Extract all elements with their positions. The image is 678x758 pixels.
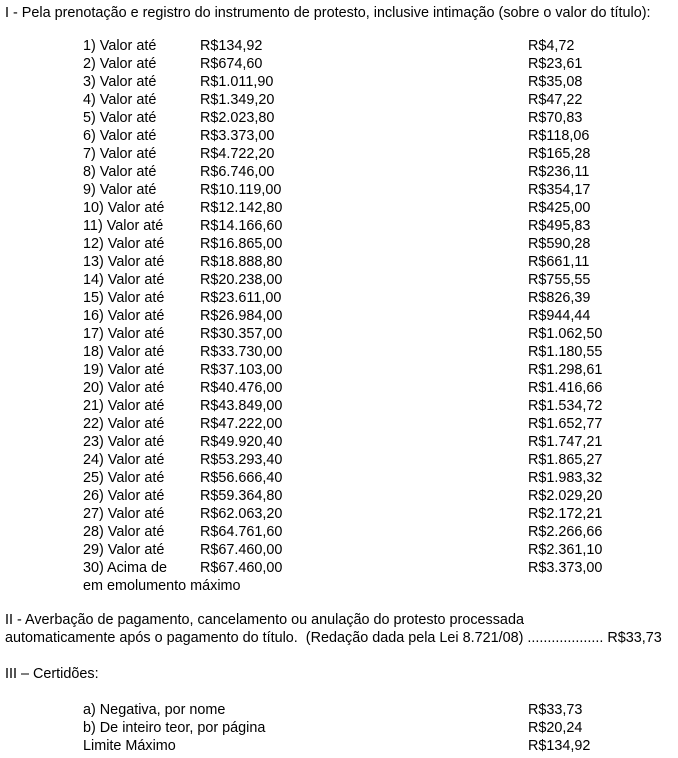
row-fee-value: R$826,39 [528, 290, 591, 306]
fee-table-row [83, 523, 678, 541]
fee-table-row [83, 73, 678, 91]
row-fee-value: R$590,28 [528, 236, 591, 252]
section-ii-line2-text: automaticamente após o pagamento do título. (Redação dada pela Lei 8.721/08) [5, 630, 528, 646]
row-label: 3) Valor até [83, 74, 157, 90]
row-limit-value: R$16.865,00 [200, 236, 283, 252]
row-label: 11) Valor até [83, 218, 164, 234]
row-limit-value: R$1.349,20 [200, 92, 275, 108]
row-fee-value: R$944,44 [528, 308, 591, 324]
row-label: 16) Valor até [83, 308, 165, 324]
row-limit-value: R$14.166,60 [200, 218, 283, 234]
row-limit-value: R$47.222,00 [200, 416, 283, 432]
row-fee-value: R$2.361,10 [528, 542, 603, 558]
fee-table-row [83, 433, 678, 451]
fee-table-row [83, 163, 678, 181]
row-fee-value: R$165,28 [528, 146, 591, 162]
row-limit-value: R$59.364,80 [200, 488, 283, 504]
row-label: 23) Valor até [83, 434, 165, 450]
row-label: 17) Valor até [83, 326, 165, 342]
row-label: 22) Valor até [83, 416, 165, 432]
row-label: 28) Valor até [83, 524, 165, 540]
fee-table-row [83, 217, 678, 235]
row-fee-value: R$425,00 [528, 200, 591, 216]
fee-table-row [83, 181, 678, 199]
row-fee-value: R$2.029,20 [528, 488, 603, 504]
row-limit-value: R$62.063,20 [200, 506, 283, 522]
row-limit-value: R$134,92 [200, 38, 263, 54]
fee-table-row [83, 379, 678, 397]
row-fee-value: R$2.266,66 [528, 524, 603, 540]
row-label: 27) Valor até [83, 506, 165, 522]
fee-table-row [83, 271, 678, 289]
row-limit-value: R$12.142,80 [200, 200, 283, 216]
row-fee-value: R$495,83 [528, 218, 591, 234]
row-label: 30) Acima de [83, 560, 167, 576]
section-i-footnote: em emolumento máximo [83, 578, 241, 594]
fee-table-row [83, 487, 678, 505]
row-limit-value: R$53.293,40 [200, 452, 283, 468]
fee-table-row [83, 109, 678, 127]
section-i-fee-table [83, 37, 678, 595]
row-fee-value: R$118,06 [528, 128, 590, 144]
section-iii-heading: III – Certidões: [5, 666, 99, 682]
row-label: 5) Valor até [83, 110, 157, 126]
row-limit-value: R$1.011,90 [200, 74, 274, 90]
cert-label: a) Negativa, por nome [83, 702, 226, 718]
row-label: 25) Valor até [83, 470, 165, 486]
row-fee-value: R$1.416,66 [528, 380, 603, 396]
section-ii-fee-value: R$33,73 [603, 630, 662, 646]
row-fee-value: R$4,72 [528, 38, 575, 54]
fee-table-row [83, 289, 678, 307]
row-fee-value: R$35,08 [528, 74, 583, 90]
fee-table-row [83, 199, 678, 217]
row-limit-value: R$20.238,00 [200, 272, 283, 288]
row-limit-value: R$18.888,80 [200, 254, 283, 270]
fee-table-row [83, 325, 678, 343]
cert-fee-value: R$134,92 [528, 738, 591, 754]
row-label: 21) Valor até [83, 398, 165, 414]
row-label: 6) Valor até [83, 128, 157, 144]
row-limit-value: R$10.119,00 [200, 182, 282, 198]
row-label: 18) Valor até [83, 344, 165, 360]
row-limit-value: R$26.984,00 [200, 308, 283, 324]
row-fee-value: R$1.298,61 [528, 362, 603, 378]
row-fee-value: R$661,11 [528, 254, 590, 270]
section-ii-line2 [5, 629, 678, 647]
cert-label: Limite Máximo [83, 738, 176, 754]
fee-table-row [83, 415, 678, 433]
row-fee-value: R$1.983,32 [528, 470, 603, 486]
fee-table-row [83, 361, 678, 379]
row-label: 13) Valor até [83, 254, 165, 270]
row-limit-value: R$37.103,00 [200, 362, 283, 378]
row-fee-value: R$1.747,21 [528, 434, 603, 450]
row-label: 15) Valor até [83, 290, 165, 306]
cert-fee-value: R$20,24 [528, 720, 583, 736]
cert-list-row [83, 719, 678, 737]
row-label: 7) Valor até [83, 146, 157, 162]
row-limit-value: R$4.722,20 [200, 146, 275, 162]
section-i-heading: I - Pela prenotação e registro do instrumento de protesto, inclusive intimação (sobre o valor do título): [5, 5, 651, 21]
row-fee-value: R$755,55 [528, 272, 591, 288]
row-fee-value: R$1.062,50 [528, 326, 603, 342]
fee-table-row [83, 145, 678, 163]
section-iii-cert-list [83, 701, 678, 755]
row-limit-value: R$3.373,00 [200, 128, 275, 144]
row-fee-value: R$3.373,00 [528, 560, 603, 576]
row-label: 1) Valor até [83, 38, 157, 54]
cert-label: b) De inteiro teor, por página [83, 720, 266, 736]
section-ii-line1: II - Averbação de pagamento, cancelamento ou anulação do protesto processada [5, 612, 524, 628]
row-label: 4) Valor até [83, 92, 157, 108]
row-limit-value: R$30.357,00 [200, 326, 283, 342]
row-limit-value: R$33.730,00 [200, 344, 283, 360]
cert-list-row [83, 737, 678, 755]
fee-table-row [83, 235, 678, 253]
row-label: 24) Valor até [83, 452, 165, 468]
row-limit-value: R$56.666,40 [200, 470, 283, 486]
row-limit-value: R$67.460,00 [200, 560, 283, 576]
row-fee-value: R$1.180,55 [528, 344, 603, 360]
row-limit-value: R$64.761,60 [200, 524, 283, 540]
row-limit-value: R$6.746,00 [200, 164, 275, 180]
row-limit-value: R$43.849,00 [200, 398, 283, 414]
row-label: 26) Valor até [83, 488, 165, 504]
fee-table-row [83, 55, 678, 73]
row-fee-value: R$2.172,21 [528, 506, 603, 522]
fee-table-row [83, 451, 678, 469]
row-fee-value: R$1.652,77 [528, 416, 603, 432]
fee-table-row [83, 541, 678, 559]
row-fee-value: R$1.865,27 [528, 452, 603, 468]
row-label: 29) Valor até [83, 542, 165, 558]
row-label: 9) Valor até [83, 182, 157, 198]
row-limit-value: R$67.460,00 [200, 542, 283, 558]
cert-list-row [83, 701, 678, 719]
fee-table-row [83, 469, 678, 487]
row-label: 10) Valor até [83, 200, 165, 216]
fee-table-row [83, 37, 678, 55]
fee-table-row [83, 91, 678, 109]
row-limit-value: R$49.920,40 [200, 434, 283, 450]
row-limit-value: R$23.611,00 [200, 290, 282, 306]
row-fee-value: R$354,17 [528, 182, 591, 198]
fee-table-row [83, 127, 678, 145]
fee-table-row [83, 307, 678, 325]
row-limit-value: R$2.023,80 [200, 110, 275, 126]
row-fee-value: R$47,22 [528, 92, 583, 108]
dot-leader: ................... [527, 630, 604, 646]
fee-table-row [83, 559, 678, 577]
row-label: 14) Valor até [83, 272, 165, 288]
row-label: 2) Valor até [83, 56, 157, 72]
row-label: 8) Valor até [83, 164, 157, 180]
fee-table-row [83, 343, 678, 361]
row-limit-value: R$674,60 [200, 56, 263, 72]
section-ii-paragraph [5, 611, 678, 647]
row-label: 20) Valor até [83, 380, 165, 396]
row-label: 12) Valor até [83, 236, 165, 252]
fee-table-row [83, 253, 678, 271]
fee-table-row [83, 397, 678, 415]
row-fee-value: R$70,83 [528, 110, 583, 126]
row-fee-value: R$23,61 [528, 56, 583, 72]
cert-fee-value: R$33,73 [528, 702, 583, 718]
row-fee-value: R$1.534,72 [528, 398, 603, 414]
fee-table-row [83, 505, 678, 523]
row-label: 19) Valor até [83, 362, 165, 378]
row-limit-value: R$40.476,00 [200, 380, 283, 396]
row-fee-value: R$236,11 [528, 164, 590, 180]
